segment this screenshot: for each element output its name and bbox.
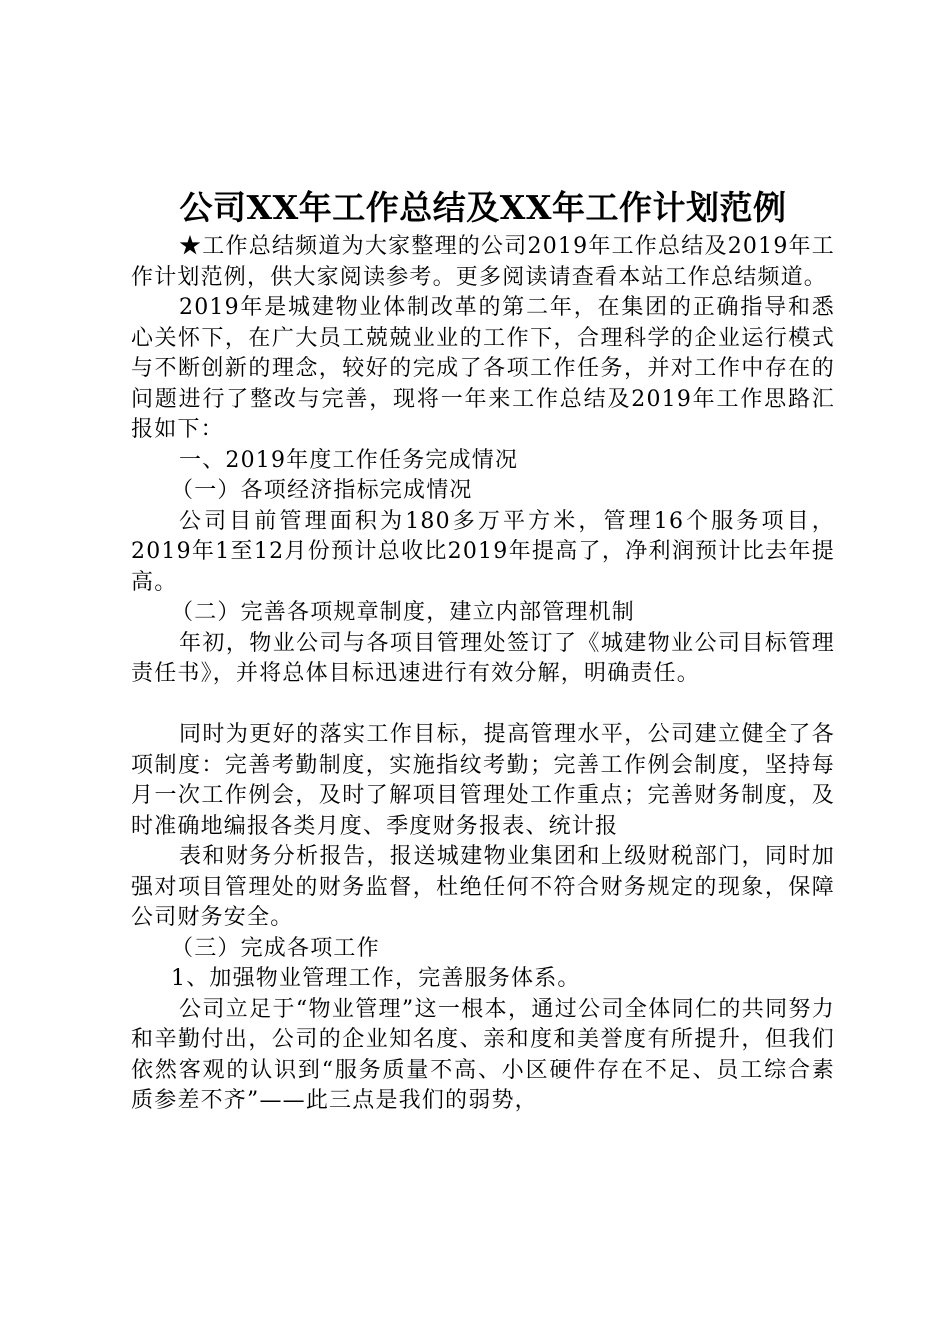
paragraph-overview: 2019年是城建物业体制改革的第二年，在集团的正确指导和悉心关怀下，在广大员工兢兢业业的工作下，合理科学的企业运行模式与不断创新的理念，较好的完成了各项工作任务，并对工作中存在的问题进行了整改与完善，现将一年来工作总结及2019年工作思路汇报如下： bbox=[131, 295, 835, 442]
subsection-heading-2: （二）完善各项规章制度，建立内部管理机制 bbox=[171, 600, 636, 625]
paragraph-economic-indicators: 公司目前管理面积为180多万平方米，管理16个服务项目，2019年1至12月份预计总收比2019年提高了，净利润预计比去年提高。 bbox=[131, 508, 835, 595]
list-item-1: 1、加强物业管理工作，完善服务体系。 bbox=[171, 966, 581, 991]
document-page bbox=[131, 186, 835, 1117]
subsection-heading-1: （一）各项经济指标完成情况 bbox=[171, 478, 473, 503]
section-heading-1: 一、2019年度工作任务完成情况 bbox=[179, 447, 519, 473]
paragraph-systems: 同时为更好的落实工作目标，提高管理水平，公司建立健全了各项制度：完善考勤制度，实施指纹考勤；完善工作例会制度，坚持每月一次工作例会，及时了解项目管理处工作重点；完善财务制度，及时准确地编报各类月度、季度财务报表、统计报 bbox=[131, 722, 835, 839]
document-title: 公司XX年工作总结及XX年工作计划范例 bbox=[179, 188, 787, 227]
subsection-heading-3: （三）完成各项工作 bbox=[171, 935, 380, 961]
intro-paragraph: ★工作总结频道为大家整理的公司2019年工作总结及2019年工作计划范例，供大家阅读参考。更多阅读请查看本站工作总结频道。 bbox=[131, 234, 835, 290]
paragraph-finance: 表和财务分析报告，报送城建物业集团和上级财税部门，同时加强对项目管理处的财务监督，杜绝任何不符合财务规定的现象，保障公司财务安全。 bbox=[131, 844, 835, 930]
blank-line bbox=[131, 690, 835, 721]
paragraph-responsibility: 年初，物业公司与各项目管理处签订了《城建物业公司目标管理责任书》，并将总体目标迅速进行有效分解，明确责任。 bbox=[131, 630, 835, 686]
paragraph-property-management: 公司立足于“物业管理”这一根本，通过公司全体同仁的共同努力和辛勤付出，公司的企业知名度、亲和度和美誉度有所提升，但我们依然客观的认识到“服务质量不高、小区硬件存在不足、员工综合素质参差不齐”——此三点是我们的弱势， bbox=[131, 996, 835, 1113]
